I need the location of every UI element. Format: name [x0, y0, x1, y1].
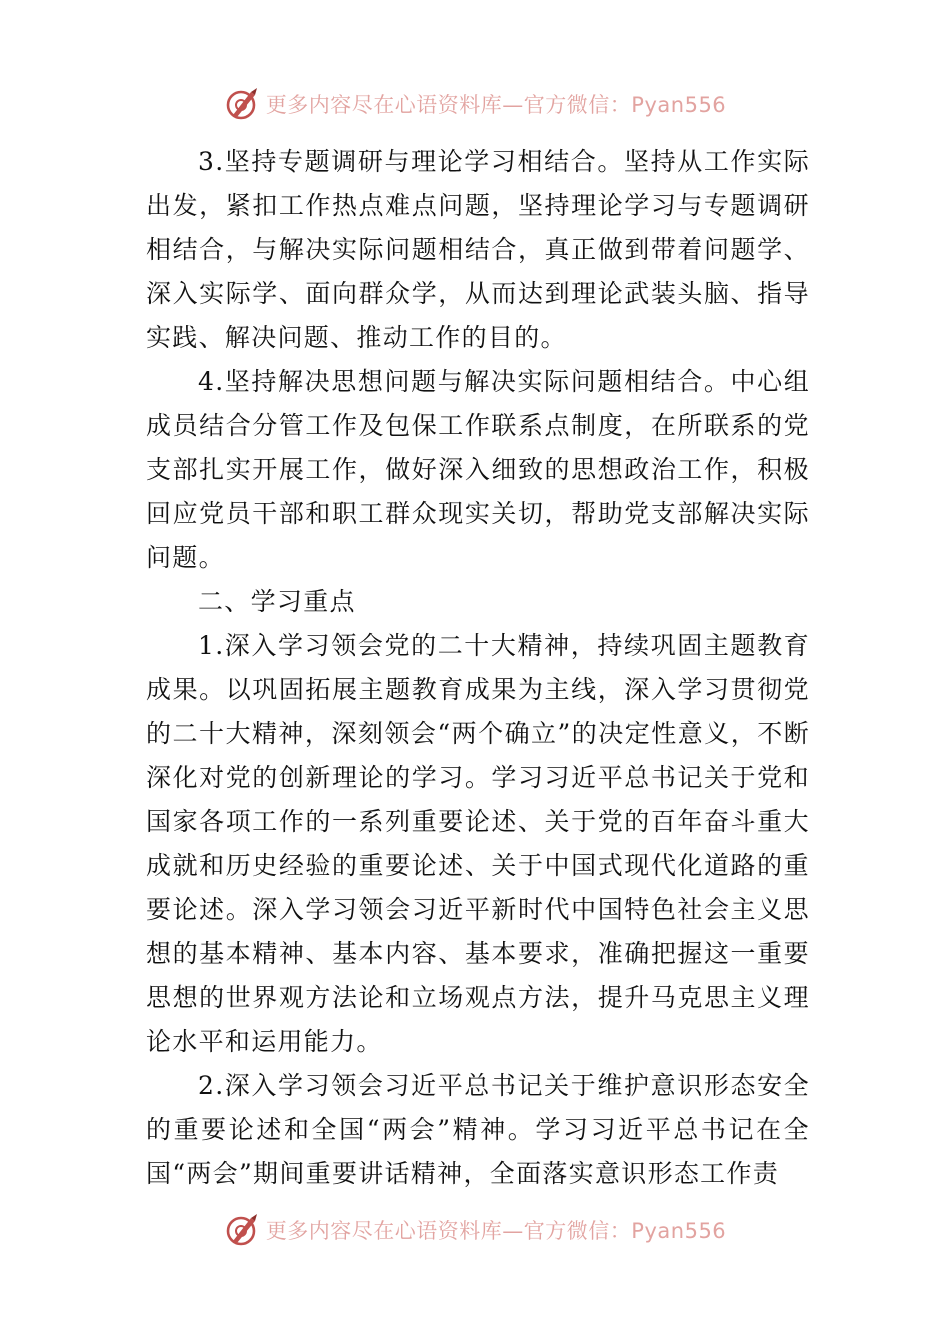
paragraph-principle-3: 3.坚持专题调研与理论学习相结合。坚持从工作实际出发，紧扣工作热点难点问题，坚持理论学习与专题调研相结合，与解决实际问题相结合，真正做到带着问题学、深入实际学、面向群众学，从而达到理论武装头脑、指导实践、解决问题、推动工作的目的。 — [146, 147, 810, 352]
section-heading-learning-focus: 二、学习重点 — [198, 587, 356, 616]
pen-logo-icon — [224, 1212, 260, 1248]
paragraph-focus-2: 2.深入学习领会习近平总书记关于维护意识形态安全的重要论述和全国“两会”精神。学习习近平总书记在全国“两会”期间重要讲话精神，全面落实意识形态工作责 — [146, 1071, 810, 1188]
paragraph-focus-1: 1.深入学习领会党的二十大精神，持续巩固主题教育成果。以巩固拓展主题教育成果为主线，深入学习贯彻党的二十大精神，深刻领会“两个确立”的决定性意义，不断深化对党的创新理论的学习。学习习近平总书记关于党和国家各项工作的一系列重要论述、关于党的百年奋斗重大成就和历史经验的重要论述、关于中国式现代化道路的重要论述。深入学习领会习近平新时代中国特色社会主义思想的基本精神、基本内容、基本要求，准确把握这一重要思想的世界观方法论和立场观点方法，提升马克思主义理论水平和运用能力。 — [146, 631, 810, 1056]
watermark-footer — [0, 1210, 950, 1250]
watermark-text: 更多内容尽在心语资料库—官方微信：Pyan556 — [265, 93, 727, 117]
document-body — [146, 140, 810, 1196]
watermark-text: 更多内容尽在心语资料库—官方微信：Pyan556 — [265, 1219, 727, 1243]
watermark-header — [0, 84, 950, 124]
paragraph-principle-4: 4.坚持解决思想问题与解决实际问题相结合。中心组成员结合分管工作及包保工作联系点制度，在所联系的党支部扎实开展工作，做好深入细致的思想政治工作，积极回应党员干部和职工群众现实关切，帮助党支部解决实际问题。 — [146, 367, 810, 572]
pen-logo-icon — [224, 86, 260, 122]
